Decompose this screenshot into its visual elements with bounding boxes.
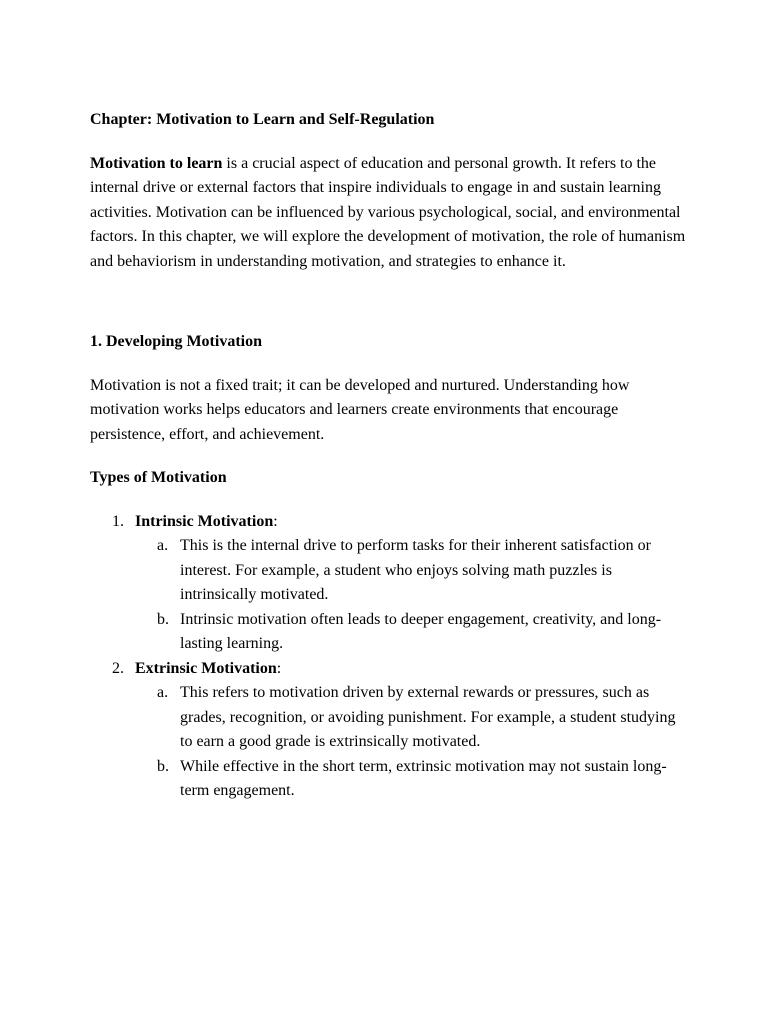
sub-list-item	[135, 534, 690, 608]
sub-list-marker: b.	[157, 610, 169, 628]
chapter-title: Chapter: Motivation to Learn and Self-Regulation	[90, 111, 435, 128]
list-marker: 1.	[112, 512, 124, 530]
list-item	[90, 510, 690, 657]
sub-list-text: This is the internal drive to perform tasks for their inherent satisfaction or interest. For example, a student who enjoys solving math puzzles is intrinsically motivated.	[180, 537, 651, 603]
section-heading: 1. Developing Motivation	[90, 333, 262, 350]
type-title: Extrinsic Motivation	[135, 659, 277, 677]
list-marker: 2.	[112, 659, 124, 677]
sub-list-text: Intrinsic motivation often leads to deeper engagement, creativity, and long-lasting learning.	[180, 610, 662, 652]
sub-list	[135, 681, 690, 804]
sub-list	[135, 534, 690, 657]
type-suffix: :	[273, 512, 278, 530]
types-heading: Types of Motivation	[90, 469, 227, 486]
list-item	[90, 657, 690, 804]
intro-paragraph	[90, 152, 690, 275]
sub-list-marker: a.	[157, 684, 169, 701]
intro-lead-bold: Motivation to learn	[90, 154, 223, 172]
type-title: Intrinsic Motivation	[135, 512, 274, 530]
sub-list-text: While effective in the short term, extrinsic motivation may not sustain long-term engagement.	[180, 757, 667, 799]
types-list	[90, 510, 690, 804]
section-paragraph: Motivation is not a fixed trait; it can be developed and nurtured. Understanding how motivation works helps educators and learners create environments that encourage persistence, effort, and achievement.	[90, 376, 630, 443]
sub-list-text: This refers to motivation driven by external rewards or pressures, such as grades, recognition, or avoiding punishment. For example, a student studying to earn a good grade is extrinsically motivated.	[180, 684, 676, 750]
intro-text: is a crucial aspect of education and personal growth. It refers to the internal drive or external factors that inspire individuals to engage in and sustain learning activities. Motivation can be influenced by various psychological, social, and environmental factors. In this chapter, we will explore the development of motivation, the role of humanism and behaviorism in understanding motivation, and strategies to enhance it.	[90, 154, 686, 270]
document-page	[90, 108, 690, 804]
type-suffix: :	[276, 659, 282, 677]
sub-list-item	[135, 755, 690, 804]
sub-list-item	[135, 608, 690, 657]
sub-list-marker: a.	[157, 537, 169, 554]
sub-list-marker: b.	[157, 757, 169, 775]
sub-list-item	[135, 681, 690, 755]
